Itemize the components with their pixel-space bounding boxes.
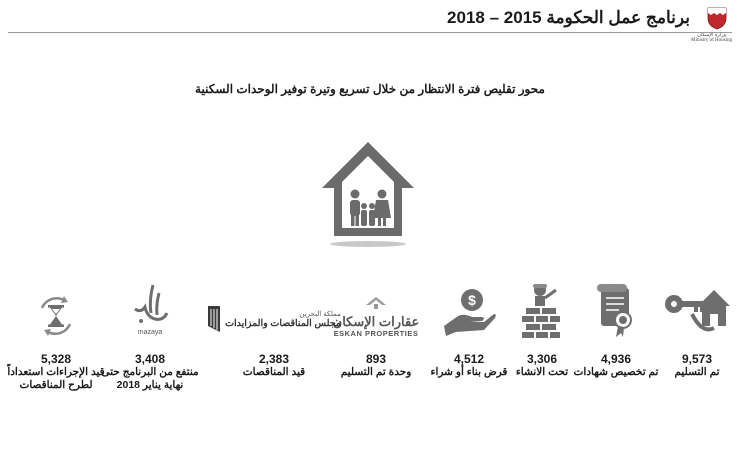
stat-label-line-1: منتفع من البرنامج حتى (101, 366, 199, 378)
stat-label: تحت الانشاء (515, 366, 569, 378)
header-divider (8, 32, 732, 33)
stat-label: وحدة تم التسليم (340, 366, 412, 378)
logo-caption-en: Ministry of Housing (691, 38, 732, 43)
stat-value: 2,383 (258, 352, 290, 366)
page-title: برنامج عمل الحكومة 2015 – 2018 (447, 8, 690, 27)
tender-board-logo (224, 280, 341, 338)
emblem-icon (706, 6, 728, 30)
stat-value: 3,408 (134, 352, 166, 366)
tender-board-name: مجلس المناقصات والمزايدات (225, 317, 341, 329)
stat-label: تم تخصيص شهادات (573, 366, 659, 378)
stat-value: 9,573 (681, 352, 713, 366)
stat-label-line-2: لطرح المناقصات (19, 379, 93, 391)
stat-under-tender (224, 280, 341, 379)
stat-label-line-1: قيد الإجراءات استعداداً (7, 366, 105, 378)
eskan-mark-icon (365, 296, 387, 310)
stat-value: 4,512 (453, 352, 485, 366)
keys-house-icon (652, 280, 740, 338)
stat-value: 4,936 (600, 352, 632, 366)
section-subtitle: محور تقليص فترة الانتظار من خلال تسريع وتيرة توفير الوحدات السكنية (195, 82, 545, 96)
stat-label: قيد المناقصات (242, 366, 306, 378)
stat-label: قرض بناء أو شراء (430, 366, 508, 378)
stat-mazaya-beneficiaries (95, 280, 205, 392)
stat-delivered (652, 280, 740, 379)
eskan-english-name: ESKAN PROPERTIES (333, 329, 419, 338)
page-header (0, 0, 740, 42)
eskan-properties-logo (331, 280, 421, 338)
money-hand-icon (424, 280, 514, 338)
stat-value: 5,328 (40, 352, 72, 366)
mazaya-mark-icon (127, 283, 173, 325)
family-house-icon (320, 138, 416, 250)
tender-board-mark-icon (207, 304, 221, 334)
mazaya-logo (95, 280, 205, 338)
ministry-logo (691, 6, 732, 43)
stat-label-line-2: نهاية يناير 2018 (116, 379, 184, 391)
tender-country: مملكة البحرين (299, 310, 341, 318)
logo-caption-ar: وزارة الإسكان (697, 33, 727, 38)
eskan-arabic-name: عقارات الإسكان (332, 314, 420, 329)
logo-caption (691, 32, 732, 43)
hourglass-cycle-icon (4, 280, 108, 338)
stat-value: 893 (365, 352, 387, 366)
stat-pre-tender-procedures (4, 280, 108, 392)
stat-loans (424, 280, 514, 379)
stat-units-delivered (331, 280, 421, 379)
mazaya-english-name: mazaya (137, 329, 163, 336)
stat-label: تم التسليم (674, 366, 720, 378)
stat-value: 3,306 (526, 352, 558, 366)
svg-text:$: $ (468, 292, 476, 308)
